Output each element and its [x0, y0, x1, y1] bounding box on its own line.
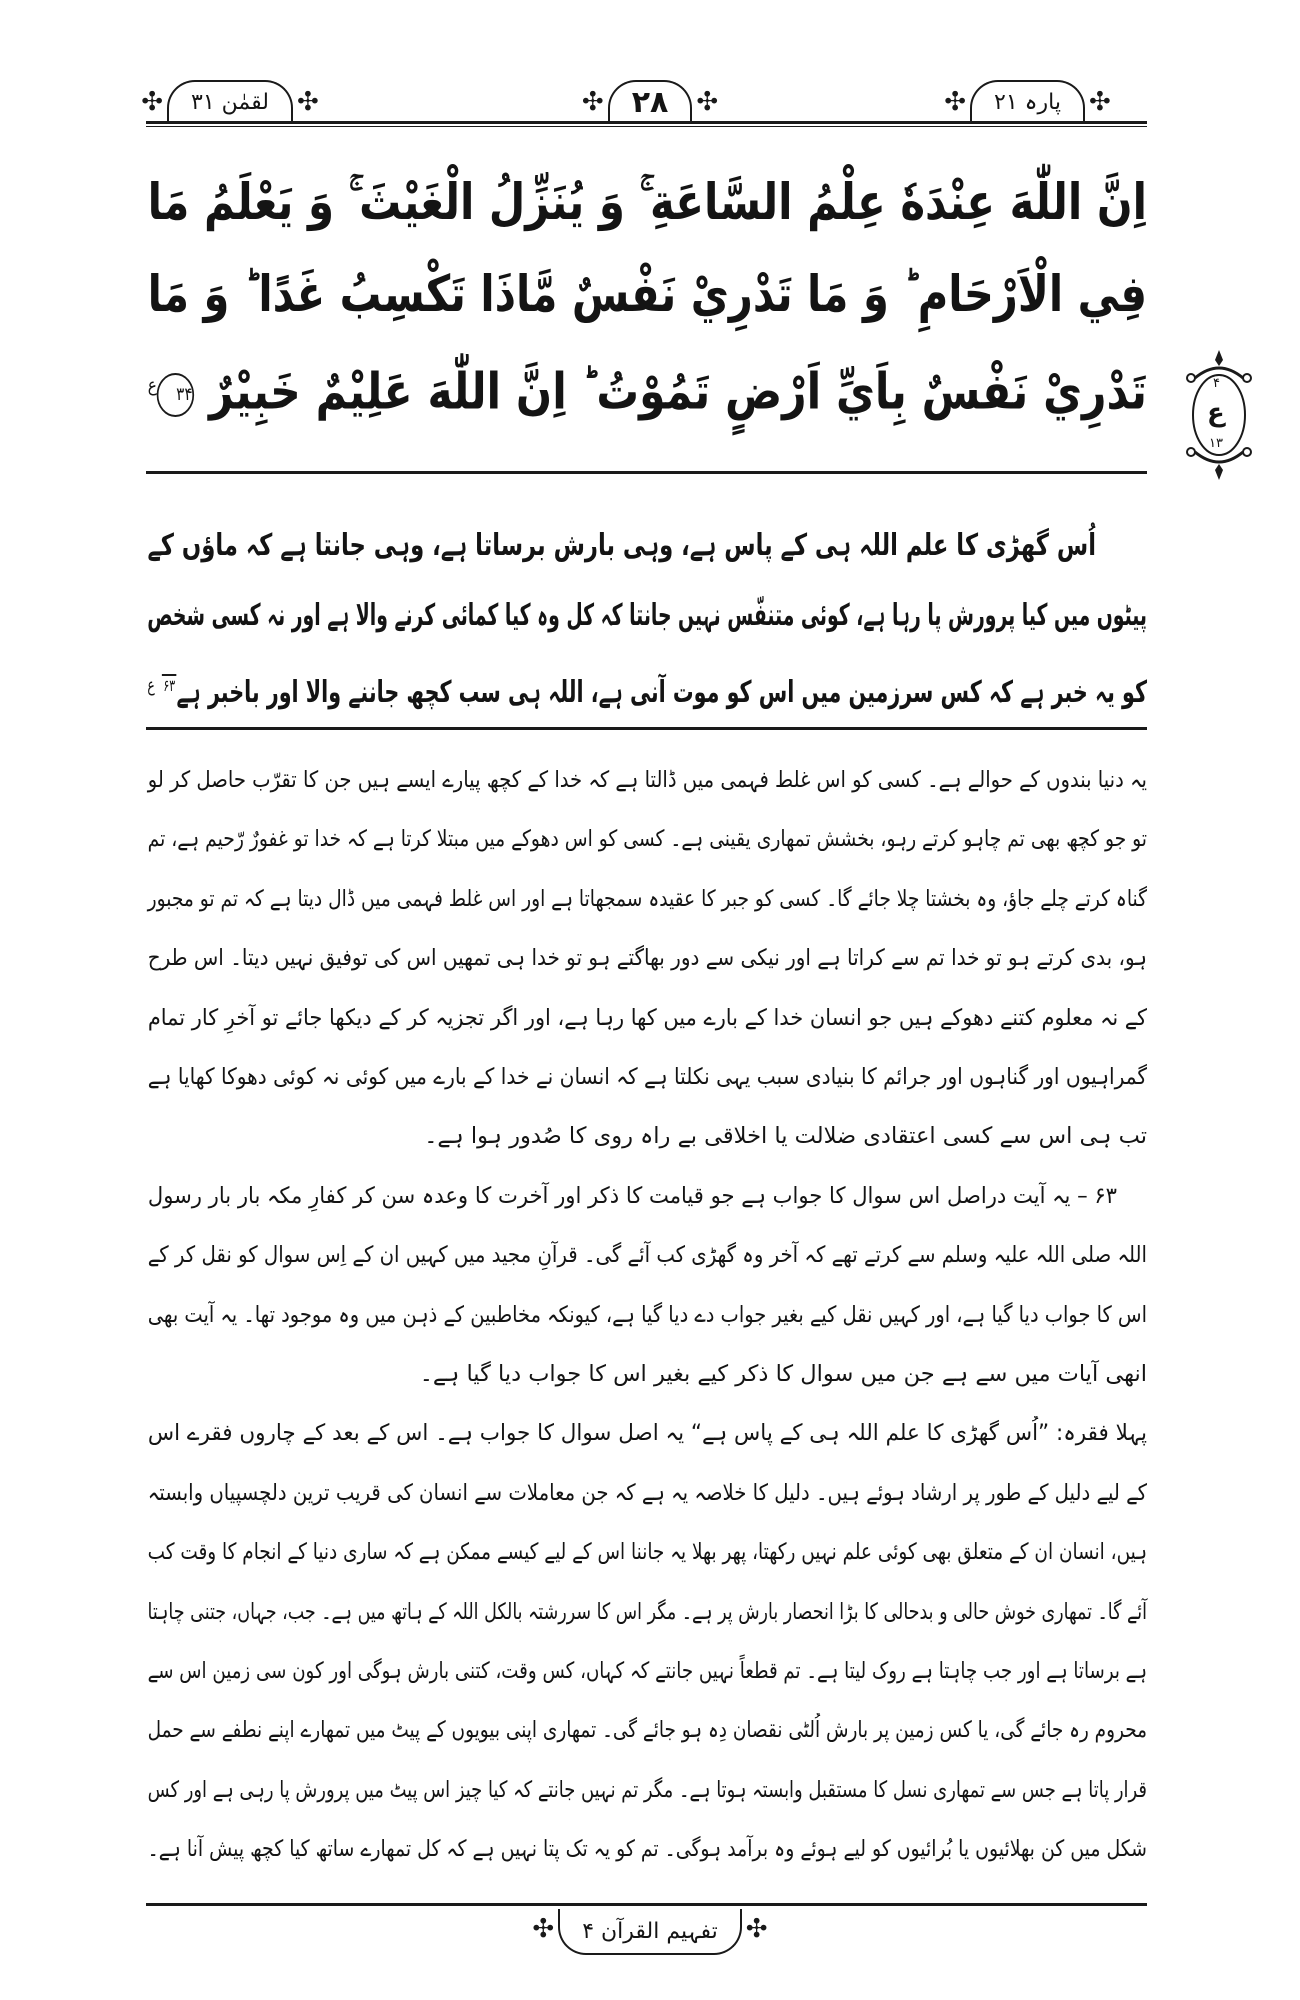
translation-line-3 [145, 654, 1147, 718]
header-para-cartouche [905, 66, 1150, 122]
commentary-line: انھی آیات میں سے ہے جن میں سوال کا ذکر کیے بغیر اس کا جواب دیا گیا ہے۔ [419, 1361, 1147, 1387]
commentary-line: کے نہ معلوم کتنے دھوکے ہیں جو انسان خدا کے بارے میں کھا رہا ہے، اور اگر تجزیہ کر کے دیکھا جائے تو آخرِ کار تمام [147, 1004, 1147, 1031]
ornament-icon: ✣ [1088, 87, 1111, 117]
translation-divider [146, 727, 1147, 730]
header-divider [146, 121, 1147, 124]
commentary-line: آئے گا۔ تمھاری خوش حالی و بدحالی کا بڑا انحصار بارش پر ہے۔ مگر اس کا سررشتہ بالکل اللہ کے ہاتھ میں ہے۔ جب، جہاں، جتنی چاہتا [147, 1598, 1148, 1625]
commentary-line: گناہ کرتے چلے جاؤ، وہ بخشتا چلا جائے گا۔ کسی کو جبر کا عقیدہ سمجھاتا ہے اور اس غلط فہمی میں ڈال دیتا ہے کہ تم تو مجبور [147, 885, 1147, 912]
commentary-line: یہ دنیا بندوں کے حوالے ہے۔ کسی کو اس غلط فہمی میں ڈالتا ہے کہ خدا کے کچھ پیارے ایسے ہیں جن کا تقرّب حاصل کر لو [147, 767, 1147, 793]
footer-book-title: تفہیم القرآن ۴ [558, 1909, 742, 1955]
side-marker-letter: ع [1207, 398, 1225, 428]
header-divider-thin [146, 126, 1147, 127]
ornament-icon: ✣ [296, 87, 319, 117]
commentary-line: ہو، بدی کرتے ہو تو خدا تم سے کراتا ہے اور نیکی سے دور بھاگتے ہو تو خدا ہی تمھیں اس کی توفیق نہیں دیتا۔ اس طرح [147, 945, 1148, 972]
commentary-line: ہے برساتا ہے اور جب چاہتا ہے روک لیتا ہے۔ تم قطعاً نہیں جانتے کہ کہاں، کس وقت، کتنی بارش ہوگی اور کون سی زمین اس سے [147, 1658, 1148, 1684]
commentary-line: پہلا فقرہ: ”اُس گھڑی کا علم اللہ ہی کے پاس ہے“ یہ اصل سوال کا جواب ہے۔ اس کے بعد کے چاروں فقرے اس [147, 1420, 1147, 1447]
quran-divider [146, 471, 1147, 474]
translation-line-1: اُس گھڑی کا علم اللہ ہی کے پاس ہے، وہی بارش برساتا ہے، وہی جانتا ہے کہ ماؤں کے [147, 528, 1096, 563]
commentary-line: محروم رہ جائے گی، یا کس زمین پر بارش اُلٹی نقصان دِہ ہو جائے گی۔ تمھاری اپنی بیویوں کے پیٹ میں تمھارے اپنے نطفے سے حمل [147, 1717, 1148, 1744]
commentary-line: تو جو کچھ بھی تم چاہو کرتے رہو، بخشش تمھاری یقینی ہے۔ کسی کو اس دھوکے میں مبتلا کرتا ہے کہ خدا تو غفورٌ رّحیم ہے، تم [147, 826, 1148, 853]
quran-line-3-text: تَدْرِيْ نَفْسٌ بِاَيِّ اَرْضٍ تَمُوْتُ ؕ اِنَّ اللّٰهَ عَلِيْمٌ خَبِيْرٌ [209, 362, 1147, 421]
ornament-icon: ✣ [696, 87, 719, 117]
ayah-end-marker: ۳۴ [157, 373, 194, 417]
footer-cartouche [520, 1909, 780, 1965]
commentary-line: شکل میں کن بھلائیوں یا بُرائیوں کو لیے ہوئے وہ برآمد ہوگی۔ تم کو یہ تک پتا نہیں ہے کہ کل تمھارے ساتھ کیا کچھ پیش آنا ہے۔ [147, 1836, 1148, 1863]
side-marker-top-number: ۴ [1213, 376, 1220, 391]
ruku-mark: ع [147, 375, 157, 396]
commentary-line: ہیں، انسان ان کے متعلق بھی کوئی علم نہیں رکھتا، پھر بھلا یہ جاننا اس کے لیے کیسے ممکن ہے کہ ساری دنیا کے انجام کا وقت کب [147, 1539, 1148, 1566]
translation-line-2: پیٹوں میں کیا پرورش پا رہا ہے، کوئی متنفّس نہیں جانتا کہ کل وہ کیا کمائی کرنے والا ہے اور نہ کسی شخص [147, 598, 1147, 633]
commentary-line: اللہ صلی اللہ علیہ وسلم سے کرتے تھے کہ آخر وہ گھڑی کب آئے گی۔ قرآنِ مجید میں کہیں ان کے اِس سوال کو نقل کر کے [147, 1242, 1147, 1269]
translation-line-3-text: کو یہ خبر ہے کہ کس سرزمین میں اس کو موت آنی ہے، اللہ ہی سب کچھ جاننے والا اور باخبر ہے [176, 675, 1148, 710]
quran-line-1: اِنَّ اللّٰهَ عِنْدَهٗ عِلْمُ السَّاعَةِ ۚ وَ يُنَزِّلُ الْغَيْثَ ۚ وَ يَعْلَمُ مَا [147, 173, 1148, 231]
header-surah-cartouche [110, 66, 350, 122]
ruku-side-ornament [1183, 348, 1255, 482]
ornament-icon: ✣ [532, 1914, 555, 1944]
commentary-line: قرار پاتا ہے جس سے تمھاری نسل کا مستقبل وابستہ ہوتا ہے۔ مگر تم نہیں جانتے کہ کیا چیز اس پیٹ میں پرورش پا رہی ہے اور کس [147, 1776, 1148, 1803]
footer-divider [146, 1903, 1147, 1906]
quran-line-3 [146, 344, 1147, 428]
commentary-line: تب ہی اس سے کسی اعتقادی ضلالت یا اخلاقی بے راہ روی کا صُدور ہوا ہے۔ [424, 1123, 1147, 1150]
header-page-cartouche [535, 66, 765, 122]
commentary-line: اس کا جواب دیا گیا ہے، اور کہیں نقل کیے بغیر جواب دے دیا گیا ہے، کیونکہ مخاطبین کے ذہن میں وہ موجود تھا۔ یہ آیت بھی [147, 1301, 1147, 1328]
commentary-line: ۶۳ – یہ آیت دراصل اس سوال کا جواب ہے جو قیامت کا ذکر اور آخرت کا وعدہ سن کر کفارِ مکہ بار بار رسول [147, 1182, 1117, 1209]
ornament-icon: ✣ [944, 87, 966, 117]
commentary-line: کے لیے دلیل کے طور پر ارشاد ہوئے ہیں۔ دلیل کا خلاصہ یہ ہے کہ جن معاملات سے انسان کی قریب ترین دلچسپیاں وابستہ [147, 1479, 1147, 1506]
ornament-icon: ✣ [581, 87, 604, 117]
quran-line-2: فِي الْاَرْحَامِ ؕ وَ مَا تَدْرِيْ نَفْسٌ مَّاذَا تَكْسِبُ غَدًا ؕ وَ مَا [147, 265, 1147, 323]
side-marker-bottom-number: ۱۳ [1209, 436, 1223, 451]
page-number: ۲۸ [608, 80, 693, 122]
ornament-icon: ✣ [745, 1914, 768, 1944]
para-label: پارہ ۲۱ [970, 80, 1085, 122]
commentary-line: گمراہیوں اور گناہوں اور جرائم کا بنیادی سبب یہی نکلتا ہے کہ انسان نے خدا کے بارے میں کوئی نہ کوئی دھوکا کھایا ہے [147, 1064, 1147, 1090]
surah-label: لقمٰن ۳۱ [167, 80, 293, 122]
ornament-icon: ✣ [141, 87, 164, 117]
ruku-mark: ع [147, 675, 155, 696]
footnote-reference: ۶۳ [163, 676, 176, 695]
